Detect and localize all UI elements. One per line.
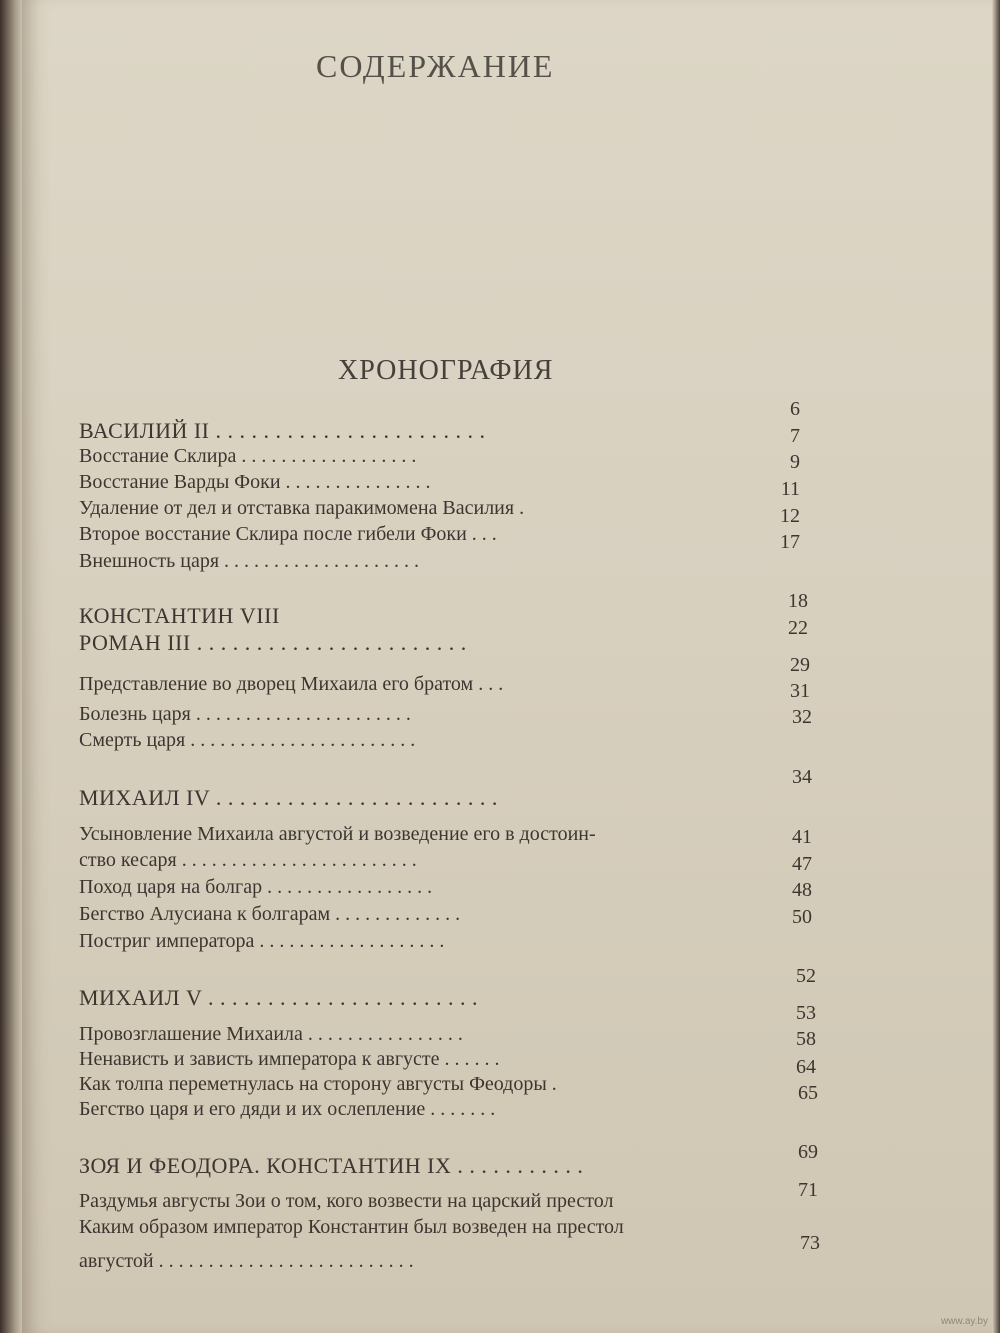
page-number: 71 xyxy=(798,1179,818,1201)
page-number: 65 xyxy=(798,1082,818,1104)
toc-entry: МИХАИЛ IV . . . . . . . . . . . . . . . . . . . . . . . . xyxy=(79,785,498,810)
section-title: ХРОНОГРАФИЯ xyxy=(338,355,554,386)
page-number: 12 xyxy=(780,505,800,527)
toc-entry: Постриг императора . . . . . . . . . . . . . . . . . . . xyxy=(79,930,445,952)
toc-entry: Второе восстание Склира после гибели Фоки . . . xyxy=(79,523,497,545)
toc-entry: Как толпа переметнулась на сторону августы Феодоры . xyxy=(79,1073,557,1095)
toc-entry: Усыновление Михаила августой и возведение его в достоин- xyxy=(79,823,596,845)
page-number: 58 xyxy=(796,1028,816,1050)
toc-entry: Каким образом император Константин был возведен на престол xyxy=(79,1216,624,1238)
toc-entry: ство кесаря . . . . . . . . . . . . . . . . . . . . . . . . xyxy=(79,849,417,871)
toc-entry: августой . . . . . . . . . . . . . . . . . . . . . . . . . . xyxy=(79,1250,414,1272)
page-number: 41 xyxy=(792,826,812,848)
page-number: 53 xyxy=(796,1002,816,1024)
toc-entry: КОНСТАНТИН VIII xyxy=(79,603,280,628)
page-number: 52 xyxy=(796,965,816,987)
toc-entry: Болезнь царя . . . . . . . . . . . . . . . . . . . . . . xyxy=(79,703,411,725)
page-number: 11 xyxy=(780,478,800,500)
page-edge xyxy=(992,0,1000,1333)
toc-entry: Провозглашение Михаила . . . . . . . . . . . . . . . . xyxy=(79,1023,463,1045)
page-number: 48 xyxy=(792,879,812,901)
toc-entry: ЗОЯ И ФЕОДОРА. КОНСТАНТИН IX . . . . . . . . . . . xyxy=(79,1153,584,1178)
toc-entry: Восстание Варды Фоки . . . . . . . . . . . . . . . xyxy=(79,471,431,493)
toc-entry: МИХАИЛ V . . . . . . . . . . . . . . . . . . . . . . . xyxy=(79,985,479,1010)
contents-title: СОДЕРЖАНИЕ xyxy=(316,48,555,84)
toc-entry: Бегство царя и его дяди и их ослепление . . . . . . . xyxy=(79,1098,496,1120)
toc-entry: Представление во дворец Михаила его братом . . . xyxy=(79,673,504,695)
page-number: 64 xyxy=(796,1056,816,1078)
page-number: 47 xyxy=(792,853,812,875)
page-number: 29 xyxy=(790,654,810,676)
page-number: 31 xyxy=(790,680,810,702)
toc-entry: Внешность царя . . . . . . . . . . . . . . . . . . . . xyxy=(79,550,420,572)
page-number: 17 xyxy=(780,531,800,553)
page-number: 7 xyxy=(790,425,800,447)
toc-entry: РОМАН III . . . . . . . . . . . . . . . . . . . . . . . xyxy=(79,630,467,655)
toc-entry: Смерть царя . . . . . . . . . . . . . . . . . . . . . . . xyxy=(79,729,416,751)
page-number: 18 xyxy=(788,590,808,612)
watermark: www.ay.by xyxy=(940,1316,988,1327)
toc-entry: Поход царя на болгар . . . . . . . . . . . . . . . . . xyxy=(79,876,433,898)
page-number: 9 xyxy=(790,451,800,473)
page-number: 22 xyxy=(788,617,808,639)
toc-entry: Восстание Склира . . . . . . . . . . . . . . . . . . xyxy=(79,445,417,467)
page-number: 6 xyxy=(790,398,800,420)
page-number: 32 xyxy=(792,706,812,728)
toc-entry: Удаление от дел и отставка паракимомена Василия . xyxy=(79,497,525,519)
page-number: 50 xyxy=(792,906,812,928)
page-number: 73 xyxy=(800,1232,820,1254)
page-number: 34 xyxy=(792,766,812,788)
toc-entry: Ненависть и зависть императора к августе . . . . . . xyxy=(79,1048,500,1070)
page-number: 69 xyxy=(798,1141,818,1163)
toc-entry: ВАСИЛИЙ II . . . . . . . . . . . . . . . . . . . . . . . xyxy=(79,418,486,443)
toc-entry: Раздумья августы Зои о том, кого возвести на царский престол xyxy=(79,1190,614,1212)
book-spine xyxy=(0,0,22,1333)
toc-entry: Бегство Алусиана к болгарам . . . . . . . . . . . . . xyxy=(79,903,461,925)
book-page xyxy=(22,0,992,1333)
